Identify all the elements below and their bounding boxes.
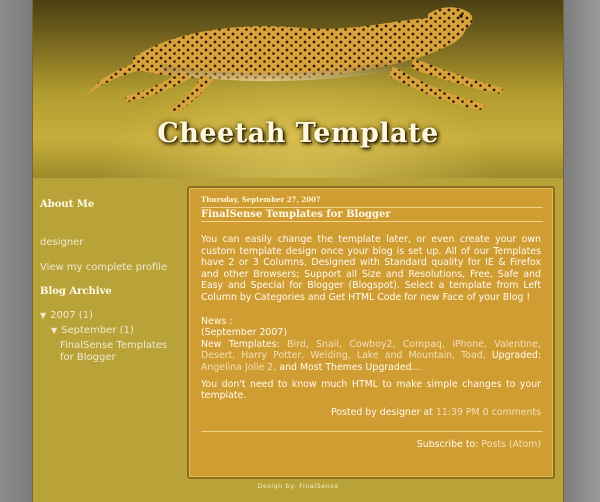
- subscribe-line: [417, 439, 541, 450]
- subscribe-label: Subscribe to:: [416, 439, 479, 450]
- comments-link[interactable]: 0 comments: [482, 407, 541, 418]
- blog-archive-heading: Blog Archive: [40, 286, 112, 297]
- news-label: News :: [201, 315, 233, 327]
- blog-title[interactable]: Cheetah Template: [157, 118, 439, 149]
- post-time-link[interactable]: 11:39 PM: [435, 407, 480, 418]
- view-profile-link[interactable]: View my complete profile: [40, 262, 168, 273]
- archive-year-count: (1): [78, 310, 93, 321]
- archive-month-item[interactable]: [51, 325, 134, 336]
- posted-by: Posted by designer at: [330, 407, 433, 418]
- post-title[interactable]: FinalSense Templates for Blogger: [201, 209, 391, 220]
- archive-post-link[interactable]: FinalSense Templates for Blogger: [60, 340, 168, 363]
- archive-year-item[interactable]: [40, 310, 93, 321]
- post-paragraph: You can easily change the template later, or even create your own custom template design once your blog is set up. All of our Templates have 2 or 3 Columns, Designed with Standard quality for IE & Firefox and other Browsers; Support all Size and Resolutions, Free, Safe and Easy and Special for Blogger (Blogspot). Select a template from Left Column by Categories and Get HTML Code for new Face of your Blog !: [201, 234, 541, 303]
- news-block: [201, 316, 541, 374]
- post-footer: [331, 407, 541, 418]
- author-name: designer: [40, 237, 84, 248]
- upgraded-link[interactable]: Angelina Jolie 2,: [201, 361, 277, 373]
- post-date: Thursday, September 27, 2007: [201, 195, 321, 204]
- cheetah-illustration: [33, 0, 563, 178]
- blog-header: [33, 0, 563, 178]
- news-date: (September 2007): [201, 327, 287, 339]
- post-body: [201, 234, 541, 402]
- upgraded-rest: and Most Themes Upgraded...: [279, 361, 421, 373]
- archive-month-count: (1): [119, 325, 134, 336]
- divider: [201, 431, 543, 432]
- cheetah-shape: [85, 7, 503, 114]
- archive-year-link[interactable]: 2007: [50, 310, 76, 321]
- subscribe-link[interactable]: Posts (Atom): [481, 439, 541, 450]
- new-templates-label: New Templates:: [201, 338, 280, 350]
- page-shadow-right: [563, 0, 600, 502]
- post-paragraph: You don't need to know much HTML to make simple changes to your template.: [201, 378, 541, 402]
- post-container: [187, 186, 555, 479]
- about-me-heading: About Me: [40, 199, 95, 210]
- archive-month-link[interactable]: September: [61, 325, 117, 336]
- triangle-down-icon[interactable]: ▼: [51, 326, 58, 335]
- new-templates-list[interactable]: Bird, Snail, Cowboy2, Compaq, iPhone, Valentine, Desert, Harry Potter, Welding, Lake and Mountain, Toad,: [201, 338, 541, 362]
- divider: [201, 221, 543, 222]
- blog-page: [33, 0, 563, 502]
- page-shadow-left: [0, 0, 33, 502]
- upgraded-label: Upgraded:: [491, 350, 542, 362]
- design-credit[interactable]: Design by: FinalSense: [257, 482, 339, 490]
- triangle-down-icon[interactable]: ▼: [40, 311, 47, 320]
- divider: [201, 207, 543, 208]
